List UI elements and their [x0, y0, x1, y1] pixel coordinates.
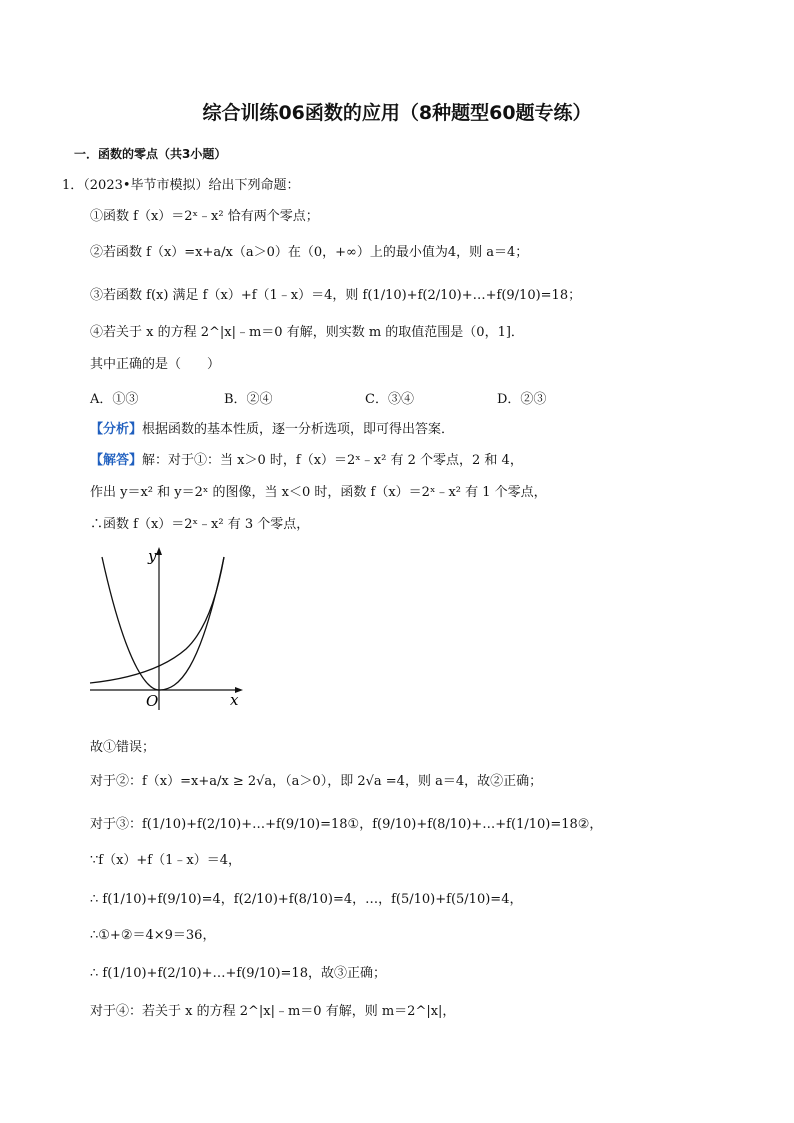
function-graph	[88, 545, 248, 715]
solution-line-8: ∴ f(1/10)+f(9/10)=4，f(2/10)+f(8/10)=4，…，f(5/10)+f(5/10)=4，	[90, 892, 523, 907]
analysis-text: 根据函数的基本性质，逐一分析选项，即可得出答案．	[142, 422, 455, 437]
y-axis-arrow	[156, 547, 162, 555]
question-stem: 其中正确的是（ ）	[90, 357, 221, 372]
page-title: 综合训练06函数的应用（8种题型60题专练）	[202, 102, 592, 124]
analysis-line	[90, 420, 454, 440]
proposition-2: ②若函数 f（x）=x+a/x（a＞0）在（0，+∞）上的最小值为4，则 a＝4；	[90, 245, 529, 260]
origin-label: O	[146, 692, 159, 710]
solution-line-7: ∵f（x）+f（1﹣x）＝4，	[90, 853, 241, 868]
proposition-3: ③若函数 f(x) 满足 f（x）+f（1﹣x）＝4，则 f(1/10)+f(2/10)+…+f(9/10)=18；	[90, 288, 582, 303]
exponential-curve	[90, 557, 224, 683]
proposition-4: ④若关于 x 的方程 2^|x|﹣m＝0 有解，则实数 m 的取值范围是（0，1]．	[90, 325, 524, 340]
solution-text-1: 解：对于①：当 x＞0 时，f（x）＝2ˣ﹣x² 有 2 个零点，2 和 4，	[142, 453, 523, 468]
analysis-tag: 【分析】	[90, 422, 143, 437]
solution-line-11: 对于④：若关于 x 的方程 2^|x|﹣m＝0 有解，则 m＝2^|x|，	[90, 1004, 456, 1019]
solution-line-4: 故①错误；	[90, 740, 156, 755]
solution-tag: 【解答】	[90, 453, 143, 468]
proposition-1: ①函数 f（x）＝2ˣ﹣x² 恰有两个零点；	[90, 209, 319, 224]
solution-line-9: ∴①+②＝4×9＝36，	[90, 928, 216, 943]
option-c: C．③④	[365, 392, 414, 407]
solution-line-10: ∴ f(1/10)+f(2/10)+…+f(9/10)=18，故③正确；	[90, 966, 386, 981]
question-header: 1．（2023•毕节市模拟）给出下列命题：	[62, 178, 300, 193]
solution-line-1	[90, 451, 523, 471]
solution-line-3: ∴函数 f（x）＝2ˣ﹣x² 有 3 个零点，	[90, 517, 310, 532]
solution-line-5: 对于②：f（x）=x+a/x ≥ 2√a，（a＞0），即 2√a =4，则 a＝4，故②正确；	[90, 774, 543, 789]
solution-line-2: 作出 y＝x² 和 y＝2ˣ 的图像，当 x＜0 时，函数 f（x）＝2ˣ﹣x² 有 1 个零点，	[90, 485, 547, 500]
x-axis-label: x	[230, 691, 239, 709]
option-d: D．②③	[497, 392, 547, 407]
option-b: B．②④	[224, 392, 273, 407]
solution-line-6: 对于③：f(1/10)+f(2/10)+…+f(9/10)=18①，f(9/10)+f(8/10)+…+f(1/10)=18②，	[90, 817, 603, 832]
y-axis-label: y	[148, 547, 157, 565]
option-a: A．①③	[90, 392, 139, 407]
section-heading: 一．函数的零点（共3小题）	[74, 147, 227, 161]
parabola-curve	[102, 557, 224, 690]
